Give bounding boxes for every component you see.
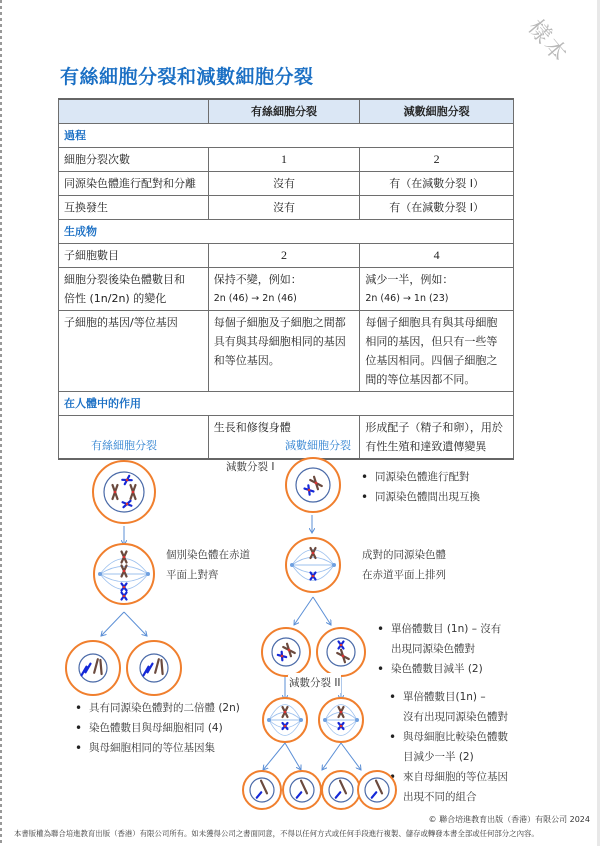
cell-membrane xyxy=(93,461,155,523)
bullet-item: • 同源染色體間出現互換 xyxy=(360,487,480,507)
meiosis1-label: 減數分裂 I xyxy=(226,461,275,473)
bullet-line: • 與母細胞比較染色體數 xyxy=(403,731,508,743)
meiosis2-label: 減數分裂 II xyxy=(289,673,341,693)
row-label-line: 倍性 (1n/2n) 的變化 xyxy=(64,292,167,305)
header-mitosis: 有絲細胞分裂 xyxy=(208,99,360,124)
bullet-line: 出現不同的組合 xyxy=(403,791,477,803)
arrow xyxy=(263,743,285,770)
bullet-item: • 染色體數目與母細胞相同 (4) xyxy=(74,718,240,738)
bullet-line: 沒有出現同源染色體對 xyxy=(403,711,508,723)
cell-membrane xyxy=(322,771,360,809)
copyright-notice: © 聯合培進教育出版（香港）有限公司 2024 xyxy=(428,815,590,824)
note-line: 在赤道平面上排列 xyxy=(362,569,446,581)
bullet-item: • 具有同源染色體對的二倍體 (2n) xyxy=(74,698,240,718)
meiosis-cell: 有（在減數分裂 I） xyxy=(360,172,514,196)
arrow xyxy=(124,612,147,636)
cell-membrane xyxy=(283,771,321,809)
meiosis-cell: 有（在減數分裂 I） xyxy=(360,196,514,220)
section-role: 在人體中的作用 xyxy=(59,392,514,416)
row-label: 細胞分裂次數 xyxy=(59,148,209,172)
arrow xyxy=(101,612,124,636)
row-label: 互換發生 xyxy=(59,196,209,220)
meiosis-cell: 2 xyxy=(360,148,514,172)
centrosome xyxy=(299,718,303,722)
meiosis-cell-line: 減少一半，例如： xyxy=(365,273,454,286)
mitosis-cell: 生長和修復身體 xyxy=(208,416,360,460)
mitosis-diagram-title: 有絲細胞分裂 xyxy=(91,439,157,452)
bullet-line: 出現同源染色體對 xyxy=(391,643,475,655)
centrosome xyxy=(146,572,150,576)
header-meiosis: 減數細胞分裂 xyxy=(360,99,514,124)
mitosis-cell: 沒有 xyxy=(208,172,360,196)
mitosis-example: 2n (46) → 2n (46) xyxy=(213,293,297,304)
bullet-line: • 來自母細胞的等位基因 xyxy=(403,771,508,783)
chromatid xyxy=(161,660,162,674)
sample-watermark: 樣本 xyxy=(522,15,573,69)
arrow xyxy=(341,743,361,770)
meiosis-diagram-title: 減數細胞分裂 xyxy=(285,439,351,452)
cell-membrane xyxy=(66,641,120,695)
note-line: 成對的同源染色體 xyxy=(362,549,446,561)
legal-notice: 本書版權為聯合培進教育出版（香港）有限公司所有。如未獲得公司之書面同意，不得以任何方式或任何手段進行複製、儲存或轉發本書全部或任何部分之內容。 xyxy=(14,829,539,838)
bullet-item: • 同源染色體進行配對 xyxy=(360,467,480,487)
arrow xyxy=(313,597,331,625)
centrosome xyxy=(267,718,271,722)
centrosome xyxy=(323,718,327,722)
row-label: 子細胞數目 xyxy=(59,244,209,268)
cell-membrane xyxy=(127,641,181,695)
centrosome xyxy=(355,718,359,722)
arrow xyxy=(322,743,341,770)
section-products: 生成物 xyxy=(59,220,514,244)
meiosis-cell: 4 xyxy=(360,244,514,268)
centrosome xyxy=(98,572,102,576)
meiosis-cell: 形成配子（精子和卵），用於有性生殖和達致遺傳變異 xyxy=(360,416,514,460)
cell-membrane xyxy=(358,771,396,809)
arrow xyxy=(285,743,301,770)
row-label: 同源染色體進行配對和分離 xyxy=(59,172,209,196)
mitosis-cell: 1 xyxy=(208,148,360,172)
mitosis-cell: 每個子細胞及子細胞之間都具有與其母細胞相同的基因和等位基因。 xyxy=(208,311,360,392)
bullet-line: • 染色體數目減半 (2) xyxy=(391,663,483,675)
note-line: 個別染色體在赤道 xyxy=(166,549,250,561)
cell-membrane xyxy=(262,628,310,676)
meiosis-cell: 每個子細胞具有與其母細胞相同的基因，但只有一些等位基因相同。四個子細胞之間的等位基因都不同。 xyxy=(360,311,514,392)
chromatid xyxy=(100,660,101,674)
mitosis-cell: 沒有 xyxy=(208,196,360,220)
note-line: 平面上對齊 xyxy=(166,569,219,581)
section-process: 過程 xyxy=(59,124,514,148)
centrosome xyxy=(332,563,336,567)
bullet-line: • 單倍體數目(1n) – xyxy=(403,691,486,703)
row-label-line: 細胞分裂後染色體數目和 xyxy=(64,273,185,286)
mitosis-cell: 2 xyxy=(208,244,360,268)
bullet-line: 目減少一半 (2) xyxy=(403,751,474,763)
centrosome xyxy=(290,563,294,567)
mitosis-cell-line: 保持不變，例如： xyxy=(213,273,302,286)
row-label: 子細胞的基因/等位基因 xyxy=(59,311,209,392)
arrow xyxy=(294,597,313,625)
page-title: 有絲細胞分裂和減數細胞分裂 xyxy=(60,66,314,88)
bullet-item: • 與母細胞相同的等位基因集 xyxy=(74,738,240,758)
bullet-line: • 單倍體數目 (1n) – 沒有 xyxy=(391,623,502,635)
meiosis-example: 2n (46) → 1n (23) xyxy=(365,293,449,304)
cell-membrane xyxy=(286,458,340,512)
cell-membrane xyxy=(243,771,281,809)
